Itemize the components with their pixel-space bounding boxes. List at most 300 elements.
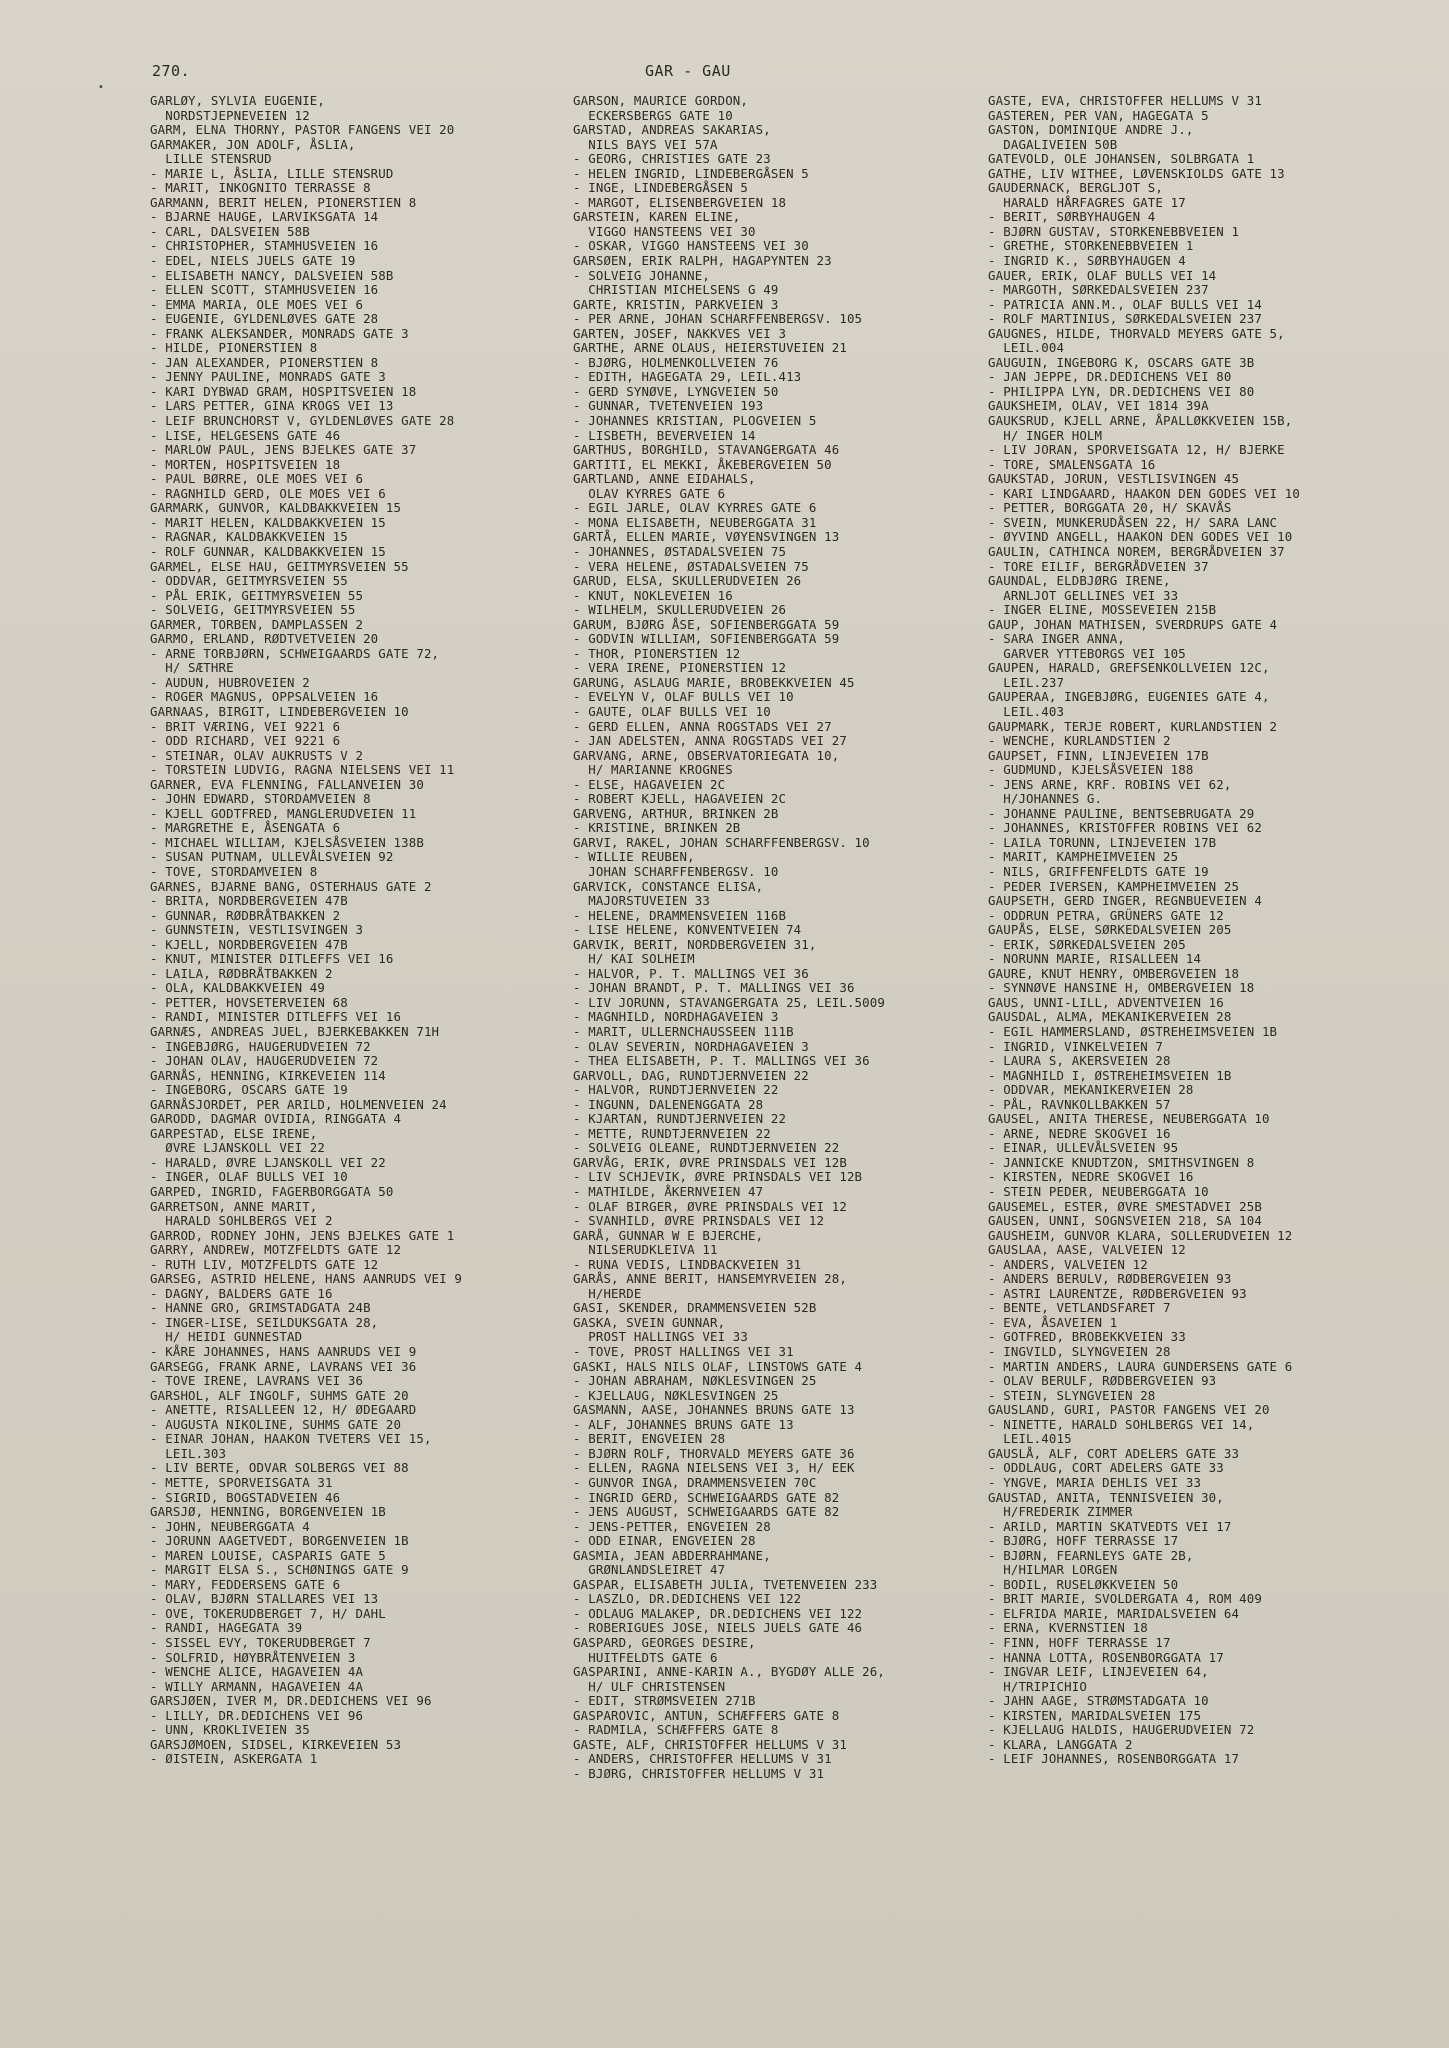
directory-entry: - GRETHE, STORKENEBBVEIEN 1 bbox=[988, 238, 1194, 254]
directory-entry: NILSERUDKLEIVA 11 bbox=[573, 1242, 718, 1258]
directory-entry: GAUSEL, ANITA THERESE, NEUBERGGATA 10 bbox=[988, 1111, 1270, 1127]
directory-entry: GARNAAS, BIRGIT, LINDEBERGVEIEN 10 bbox=[150, 703, 409, 719]
directory-entry: - KNUT, NOKLEVEIEN 16 bbox=[573, 587, 733, 603]
directory-entry: - BENTE, VETLANDSFARET 7 bbox=[988, 1300, 1171, 1316]
directory-entry: - KARI LINDGAARD, HAAKON DEN GODES VEI 10 bbox=[988, 485, 1301, 501]
directory-entry: - HANNE GRO, GRIMSTADGATA 24B bbox=[150, 1300, 371, 1316]
directory-entry: - MARGIT ELSA S., SCHØNINGS GATE 9 bbox=[150, 1562, 409, 1578]
directory-entry: GATEVOLD, OLE JOHANSEN, SOLBRGATA 1 bbox=[988, 151, 1255, 167]
directory-entry: - TOVE, STORDAMVEIEN 8 bbox=[150, 863, 318, 879]
directory-entry: - ROBERT KJELL, HAGAVEIEN 2C bbox=[573, 791, 787, 807]
directory-entry: - RAGNAR, KALDBAKKVEIEN 15 bbox=[150, 529, 348, 545]
directory-entry: - TORE EILIF, BERGRÅDVEIEN 37 bbox=[988, 558, 1209, 574]
directory-entry: - METTE, SPORVEISGATA 31 bbox=[150, 1474, 333, 1490]
directory-entry: GARSEG, ASTRID HELENE, HANS AANRUDS VEI 9 bbox=[150, 1271, 463, 1287]
directory-entry: GARTHE, ARNE OLAUS, HEIERSTUVEIEN 21 bbox=[573, 340, 847, 356]
directory-entry: GARVICK, CONSTANCE ELISA, bbox=[573, 878, 764, 894]
directory-entry: - MAGNHILD, NORDHAGAVEIEN 3 bbox=[573, 1009, 779, 1025]
directory-entry: GARSJØ, HENNING, BORGENVEIEN 1B bbox=[150, 1504, 386, 1520]
directory-entry: - INGRID K., SØRBYHAUGEN 4 bbox=[988, 253, 1186, 269]
directory-entry: - STEIN PEDER, NEUBERGGATA 10 bbox=[988, 1184, 1209, 1200]
directory-entry: - STEIN, SLYNGVEIEN 28 bbox=[988, 1387, 1156, 1403]
directory-entry: LEIL.004 bbox=[988, 340, 1065, 356]
directory-entry: - MATHILDE, ÅKERNVEIEN 47 bbox=[573, 1184, 764, 1200]
directory-entry: GARUD, ELSA, SKULLERUDVEIEN 26 bbox=[573, 573, 802, 589]
directory-entry: - LILLY, DR.DEDICHENS VEI 96 bbox=[150, 1707, 364, 1723]
directory-entry: - EDITH, HAGEGATA 29, LEIL.413 bbox=[573, 369, 802, 385]
directory-entry: H/ ULF CHRISTENSEN bbox=[573, 1678, 726, 1694]
directory-entry: VIGGO HANSTEENS VEI 30 bbox=[573, 223, 756, 239]
directory-entry: - KJARTAN, RUNDTJERNVEIEN 22 bbox=[573, 1111, 787, 1127]
directory-entry: GAUDERNACK, BERGLJOT S, bbox=[988, 180, 1164, 196]
directory-entry: GARTEN, JOSEF, NAKKVES VEI 3 bbox=[573, 325, 787, 341]
directory-entry: - SVEIN, MUNKERUDÅSEN 22, H/ SARA LANC bbox=[988, 514, 1278, 530]
directory-entry: - STEINAR, OLAV AUKRUSTS V 2 bbox=[150, 747, 364, 763]
directory-entry: - WENCHE, KURLANDSTIEN 2 bbox=[988, 733, 1171, 749]
directory-entry: GARMER, TORBEN, DAMPLASSEN 2 bbox=[150, 616, 364, 632]
directory-entry: - ANDERS BERULV, RØDBERGVEIEN 93 bbox=[988, 1271, 1232, 1287]
directory-entry: - ANDERS, CHRISTOFFER HELLUMS V 31 bbox=[573, 1751, 832, 1767]
directory-entry: - INGE, LINDEBERGÅSEN 5 bbox=[573, 180, 749, 196]
directory-entry: - MARY, FEDDERSENS GATE 6 bbox=[150, 1576, 341, 1592]
directory-entry: GASPAROVIC, ANTUN, SCHÆFFERS GATE 8 bbox=[573, 1707, 840, 1723]
directory-entry: - ELISABETH NANCY, DALSVEIEN 58B bbox=[150, 267, 394, 283]
directory-entry: - RAGNHILD GERD, OLE MOES VEI 6 bbox=[150, 485, 386, 501]
directory-entry: - OSKAR, VIGGO HANSTEENS VEI 30 bbox=[573, 238, 809, 254]
directory-entry: - BJØRN ROLF, THORVALD MEYERS GATE 36 bbox=[573, 1445, 855, 1461]
directory-entry: GASI, SKENDER, DRAMMENSVEIEN 52B bbox=[573, 1300, 817, 1316]
directory-entry: - PÅL ERIK, GEITMYRSVEIEN 55 bbox=[150, 587, 364, 603]
directory-entry: - KJELL GODTFRED, MANGLERUDVEIEN 11 bbox=[150, 805, 417, 821]
directory-entry: - JAHN AAGE, STRØMSTADGATA 10 bbox=[988, 1693, 1209, 1709]
directory-entry: - EVELYN V, OLAF BULLS VEI 10 bbox=[573, 689, 794, 705]
directory-entry: - OLAF BIRGER, ØVRE PRINSDALS VEI 12 bbox=[573, 1198, 847, 1214]
directory-entry: GAURE, KNUT HENRY, OMBERGVEIEN 18 bbox=[988, 965, 1240, 981]
directory-entry: - EVA, ÅSAVEIEN 1 bbox=[988, 1314, 1118, 1330]
directory-entry: - LARS PETTER, GINA KROGS VEI 13 bbox=[150, 398, 394, 414]
directory-entry: MAJORSTUVEIEN 33 bbox=[573, 893, 710, 909]
directory-entry: - SUSAN PUTNAM, ULLEVÅLSVEIEN 92 bbox=[150, 849, 394, 865]
directory-entry: GARM, ELNA THORNY, PASTOR FANGENS VEI 20 bbox=[150, 122, 455, 138]
directory-entry: GARVANG, ARNE, OBSERVATORIEGATA 10, bbox=[573, 747, 840, 763]
directory-entry: - KJELLAUG, NØKLESVINGEN 25 bbox=[573, 1387, 779, 1403]
directory-entry: - INGER-LISE, SEILDUKSGATA 28, bbox=[150, 1314, 379, 1330]
directory-entry: - PEDER IVERSEN, KAMPHEIMVEIEN 25 bbox=[988, 878, 1240, 894]
directory-entry: GAUGNES, HILDE, THORVALD MEYERS GATE 5, bbox=[988, 325, 1285, 341]
directory-entry: - PETTER, HOVSETERVEIEN 68 bbox=[150, 994, 348, 1010]
directory-entry: GARTÅ, ELLEN MARIE, VØYENSVINGEN 13 bbox=[573, 529, 840, 545]
directory-entry: - GERD ELLEN, ANNA ROGSTADS VEI 27 bbox=[573, 718, 832, 734]
directory-entry: - EINAR JOHAN, HAAKON TVETERS VEI 15, bbox=[150, 1431, 432, 1447]
directory-entry: GAUSTAD, ANITA, TENNISVEIEN 30, bbox=[988, 1489, 1224, 1505]
directory-entry: GARLØY, SYLVIA EUGENIE, bbox=[150, 93, 326, 108]
directory-entry: - GODVIN WILLIAM, SOFIENBERGGATA 59 bbox=[573, 631, 840, 647]
directory-entry: - HANNA LOTTA, ROSENBORGGATA 17 bbox=[988, 1649, 1224, 1665]
directory-entry: - JOHAN OLAV, HAUGERUDVEIEN 72 bbox=[150, 1053, 379, 1069]
directory-entry: GASMIA, JEAN ABDERRAHMANE, bbox=[573, 1547, 771, 1563]
directory-entry: - YNGVE, MARIA DEHLIS VEI 33 bbox=[988, 1474, 1202, 1490]
directory-entry: - JANNICKE KNUDTZON, SMITHSVINGEN 8 bbox=[988, 1154, 1255, 1170]
directory-entry: GRØNLANDSLEIRET 47 bbox=[573, 1562, 726, 1578]
directory-entry: - PHILIPPA LYN, DR.DEDICHENS VEI 80 bbox=[988, 383, 1255, 399]
directory-entry: GARMARK, GUNVOR, KALDBAKKVEIEN 15 bbox=[150, 500, 402, 516]
directory-entry: GARPED, INGRID, FAGERBORGGATA 50 bbox=[150, 1184, 394, 1200]
directory-entry: - JOHANNES KRISTIAN, PLOGVEIEN 5 bbox=[573, 413, 817, 429]
directory-entry: - KJELLAUG HALDIS, HAUGERUDVEIEN 72 bbox=[988, 1722, 1255, 1738]
directory-entry: GASKI, HALS NILS OLAF, LINSTOWS GATE 4 bbox=[573, 1358, 863, 1374]
column-right bbox=[988, 94, 1300, 1767]
directory-entry: GAUSEMEL, ESTER, ØVRE SMESTADVEI 25B bbox=[988, 1198, 1262, 1214]
directory-entry: - UNN, KROKLIVEIEN 35 bbox=[150, 1722, 310, 1738]
directory-entry: GARUNG, ASLAUG MARIE, BROBEKKVEIEN 45 bbox=[573, 674, 855, 690]
directory-entry: LEIL.403 bbox=[988, 703, 1065, 719]
directory-entry: - SOLVEIG JOHANNE, bbox=[573, 267, 710, 283]
directory-entry: GARMANN, BERIT HELEN, PIONERSTIEN 8 bbox=[150, 194, 417, 210]
directory-entry: LEIL.303 bbox=[150, 1445, 227, 1461]
directory-entry: - JORUNN AAGETVEDT, BORGENVEIEN 1B bbox=[150, 1533, 409, 1549]
directory-entry: - WENCHE ALICE, HAGAVEIEN 4A bbox=[150, 1664, 364, 1680]
directory-entry: - GUNNSTEIN, VESTLISVINGEN 3 bbox=[150, 922, 364, 938]
directory-entry: GAUPERAA, INGEBJØRG, EUGENIES GATE 4, bbox=[988, 689, 1270, 705]
directory-entry: - PÅL, RAVNKOLLBAKKEN 57 bbox=[988, 1096, 1171, 1112]
directory-entry: GARVOLL, DAG, RUNDTJERNVEIEN 22 bbox=[573, 1067, 809, 1083]
directory-entry: - NINETTE, HARALD SOHLBERGS VEI 14, bbox=[988, 1416, 1255, 1432]
directory-entry: GASKA, SVEIN GUNNAR, bbox=[573, 1314, 726, 1330]
directory-entry: - LIV SCHJEVIK, ØVRE PRINSDALS VEI 12B bbox=[573, 1169, 863, 1185]
directory-entry: GARSJØMOEN, SIDSEL, KIRKEVEIEN 53 bbox=[150, 1736, 402, 1752]
directory-entry: GASMANN, AASE, JOHANNES BRUNS GATE 13 bbox=[573, 1402, 855, 1418]
directory-entry: - WILLY ARMANN, HAGAVEIEN 4A bbox=[150, 1678, 364, 1694]
directory-entry: GAUP, JOHAN MATHISEN, SVERDRUPS GATE 4 bbox=[988, 616, 1278, 632]
directory-entry: - BRIT MARIE, SVOLDERGATA 4, ROM 409 bbox=[988, 1591, 1262, 1607]
directory-entry: - SIGRID, BOGSTADVEIEN 46 bbox=[150, 1489, 341, 1505]
directory-entry: H/ HEIDI GUNNESTAD bbox=[150, 1329, 303, 1345]
directory-entry: - WILHELM, SKULLERUDVEIEN 26 bbox=[573, 602, 787, 618]
directory-entry: - ASTRI LAURENTZE, RØDBERGVEIEN 93 bbox=[988, 1285, 1247, 1301]
directory-entry: - WILLIE REUBEN, bbox=[573, 849, 695, 865]
directory-entry: GAUER, ERIK, OLAF BULLS VEI 14 bbox=[988, 267, 1217, 283]
directory-entry: GARODD, DAGMAR OVIDIA, RINGGATA 4 bbox=[150, 1111, 402, 1127]
directory-entry: - KIRSTEN, NEDRE SKOGVEI 16 bbox=[988, 1169, 1194, 1185]
directory-entry: - ERIK, SØRKEDALSVEIEN 205 bbox=[988, 936, 1186, 952]
column-middle bbox=[573, 94, 885, 1781]
directory-entry: - ROLF MARTINIUS, SØRKEDALSVEIEN 237 bbox=[988, 311, 1262, 327]
page-range-header: GAR - GAU bbox=[645, 62, 731, 80]
directory-entry: - EGIL JARLE, OLAV KYRRES GATE 6 bbox=[573, 500, 817, 516]
directory-entry: - OLAV BERULF, RØDBERGVEIEN 93 bbox=[988, 1373, 1217, 1389]
directory-entry: - LAILA TORUNN, LINJEVEIEN 17B bbox=[988, 834, 1217, 850]
directory-entry: - ODDVAR, MEKANIKERVEIEN 28 bbox=[988, 1082, 1194, 1098]
directory-entry: GARSØEN, ERIK RALPH, HAGAPYNTEN 23 bbox=[573, 253, 832, 269]
directory-entry: H/JOHANNES G. bbox=[988, 791, 1103, 807]
directory-entry: - GUNVOR INGA, DRAMMENSVEIEN 70C bbox=[573, 1474, 817, 1490]
directory-entry: - ELLEN SCOTT, STAMHUSVEIEN 16 bbox=[150, 282, 379, 298]
directory-entry: - ERNA, KVERNSTIEN 18 bbox=[988, 1620, 1148, 1636]
directory-entry: - BRITA, NORDBERGVEIEN 47B bbox=[150, 893, 348, 909]
directory-entry: GARÅ, GUNNAR W E BJERCHE, bbox=[573, 1227, 764, 1243]
directory-entry: - BJØRG, HOFF TERRASSE 17 bbox=[988, 1533, 1179, 1549]
directory-entry: - LEIF JOHANNES, ROSENBORGGATA 17 bbox=[988, 1751, 1240, 1767]
directory-entry: - MICHAEL WILLIAM, KJELSÅSVEIEN 138B bbox=[150, 834, 424, 850]
directory-entry: GASPARINI, ANNE-KARIN A., BYGDØY ALLE 26, bbox=[573, 1664, 886, 1680]
directory-entry: - VERA IRENE, PIONERSTIEN 12 bbox=[573, 660, 787, 676]
directory-entry: GARVENG, ARTHUR, BRINKEN 2B bbox=[573, 805, 779, 821]
directory-entry: - TOVE, PROST HALLINGS VEI 31 bbox=[573, 1344, 794, 1360]
directory-entry: GARSJØEN, IVER M, DR.DEDICHENS VEI 96 bbox=[150, 1693, 432, 1709]
directory-entry: - INGRID GERD, SCHWEIGAARDS GATE 82 bbox=[573, 1489, 840, 1505]
directory-entry: HUITFELDTS GATE 6 bbox=[573, 1649, 718, 1665]
directory-entry: - SOLVEIG OLEANE, RUNDTJERNVEIEN 22 bbox=[573, 1140, 840, 1156]
directory-entry: - ODDVAR, GEITMYRSVEIEN 55 bbox=[150, 573, 348, 589]
directory-entry: - THEA ELISABETH, P. T. MALLINGS VEI 36 bbox=[573, 1053, 870, 1069]
directory-entry: - BJØRG, HOLMENKOLLVEIEN 76 bbox=[573, 354, 779, 370]
directory-entry: - ØYVIND ANGELL, HAAKON DEN GODES VEI 10 bbox=[988, 529, 1293, 545]
directory-entry: GASTON, DOMINIQUE ANDRE J., bbox=[988, 122, 1194, 138]
directory-entry: GASPARD, GEORGES DESIRE, bbox=[573, 1634, 756, 1650]
directory-entry: - SVANHILD, ØVRE PRINSDALS VEI 12 bbox=[573, 1213, 825, 1229]
directory-entry: - LIV JORAN, SPORVEISGATA 12, H/ BJERKE bbox=[988, 442, 1285, 458]
directory-entry: - LIV BERTE, ODVAR SOLBERGS VEI 88 bbox=[150, 1460, 409, 1476]
directory-entry: LEIL.4015 bbox=[988, 1431, 1072, 1447]
directory-entry: - KNUT, MINISTER DITLEFFS VEI 16 bbox=[150, 951, 394, 967]
directory-entry: - HALVOR, P. T. MALLINGS VEI 36 bbox=[573, 965, 809, 981]
directory-entry: HARALD HÅRFAGRES GATE 17 bbox=[988, 194, 1186, 210]
directory-entry: GAUGUIN, INGEBORG K, OSCARS GATE 3B bbox=[988, 354, 1255, 370]
directory-entry: GASTEREN, PER VAN, HAGEGATA 5 bbox=[988, 107, 1209, 123]
directory-entry: - JOHAN ABRAHAM, NØKLESVINGEN 25 bbox=[573, 1373, 817, 1389]
directory-entry: - ANDERS, VALVEIEN 12 bbox=[988, 1256, 1148, 1272]
directory-entry: - ROLF GUNNAR, KALDBAKKVEIEN 15 bbox=[150, 543, 386, 559]
directory-entry: - JAN ALEXANDER, PIONERSTIEN 8 bbox=[150, 354, 379, 370]
directory-entry: - ELFRIDA MARIE, MARIDALSVEIEN 64 bbox=[988, 1605, 1240, 1621]
directory-entry: GAUSLAND, GURI, PASTOR FANGENS VEI 20 bbox=[988, 1402, 1270, 1418]
directory-entry: JOHAN SCHARFFENBERGSV. 10 bbox=[573, 863, 779, 879]
directory-entry: - JOHN, NEUBERGGATA 4 bbox=[150, 1518, 310, 1534]
directory-entry: - INGER ELINE, MOSSEVEIEN 215B bbox=[988, 602, 1217, 618]
directory-entry: - INGVAR LEIF, LINJEVEIEN 64, bbox=[988, 1664, 1209, 1680]
directory-entry: GASTE, EVA, CHRISTOFFER HELLUMS V 31 bbox=[988, 93, 1262, 108]
directory-entry: - JENS ARNE, KRF. ROBINS VEI 62, bbox=[988, 776, 1232, 792]
directory-entry: - ELSE, HAGAVEIEN 2C bbox=[573, 776, 726, 792]
directory-entry: PROST HALLINGS VEI 33 bbox=[573, 1329, 749, 1345]
directory-entry: LEIL.237 bbox=[988, 674, 1065, 690]
directory-entry: - KJELL, NORDBERGVEIEN 47B bbox=[150, 936, 348, 952]
directory-entry: - BRIT VÆRING, VEI 9221 6 bbox=[150, 718, 341, 734]
directory-entry: - ODDRUN PETRA, GRÜNERS GATE 12 bbox=[988, 907, 1224, 923]
directory-entry: - KÅRE JOHANNES, HANS AANRUDS VEI 9 bbox=[150, 1344, 417, 1360]
directory-entry: H/ SÆTHRE bbox=[150, 660, 234, 676]
directory-entry: - MORTEN, HOSPITSVEIEN 18 bbox=[150, 456, 341, 472]
directory-entry: GAUSHEIM, GUNVOR KLARA, SOLLERUDVEIEN 12 bbox=[988, 1227, 1293, 1243]
directory-entry: - TORE, SMALENSGATA 16 bbox=[988, 456, 1156, 472]
directory-entry: - JENNY PAULINE, MONRADS GATE 3 bbox=[150, 369, 386, 385]
directory-entry: - BERIT, ENGVEIEN 28 bbox=[573, 1431, 726, 1447]
directory-entry: - SARA INGER ANNA, bbox=[988, 631, 1125, 647]
directory-entry: GAUS, UNNI-LILL, ADVENTVEIEN 16 bbox=[988, 994, 1224, 1010]
margin-mark: • bbox=[98, 82, 104, 93]
directory-entry: - EGIL HAMMERSLAND, ØSTREHEIMSVEIEN 1B bbox=[988, 1024, 1278, 1039]
directory-entry: - PER ARNE, JOHAN SCHARFFENBERGSV. 105 bbox=[573, 311, 863, 327]
directory-entry: - JOHN EDWARD, STORDAMVEIEN 8 bbox=[150, 791, 371, 807]
directory-entry: - HELENE, DRAMMENSVEIEN 116B bbox=[573, 907, 787, 923]
directory-entry: - RADMILA, SCHÆFFERS GATE 8 bbox=[573, 1722, 779, 1738]
directory-entry: - RUNA VEDIS, LINDBACKVEIEN 31 bbox=[573, 1256, 802, 1272]
directory-entry: - INGRID, VINKELVEIEN 7 bbox=[988, 1038, 1164, 1054]
directory-entry: H/TRIPICHIO bbox=[988, 1678, 1087, 1694]
directory-entry: - DAGNY, BALDERS GATE 16 bbox=[150, 1285, 333, 1301]
directory-entry: - MARGOT, ELISENBERGVEIEN 18 bbox=[573, 194, 787, 210]
directory-entry: - FINN, HOFF TERRASSE 17 bbox=[988, 1634, 1171, 1650]
directory-entry: - HALVOR, RUNDTJERNVEIEN 22 bbox=[573, 1082, 779, 1098]
directory-entry: - SOLVEIG, GEITMYRSVEIEN 55 bbox=[150, 602, 356, 618]
directory-entry: GARMO, ERLAND, RØDTVETVEIEN 20 bbox=[150, 631, 379, 647]
directory-entry: - GUNNAR, RØDBRÅTBAKKEN 2 bbox=[150, 907, 341, 923]
directory-entry: - JOHANNES, KRISTOFFER ROBINS VEI 62 bbox=[988, 820, 1262, 836]
directory-entry: NILS BAYS VEI 57A bbox=[573, 136, 718, 152]
directory-entry: GARNES, BJARNE BANG, OSTERHAUS GATE 2 bbox=[150, 878, 432, 894]
directory-entry: H/ MARIANNE KROGNES bbox=[573, 762, 733, 778]
directory-entry: - SISSEL EVY, TOKERUDBERGET 7 bbox=[150, 1634, 371, 1650]
directory-entry: GAUSLÅ, ALF, CORT ADELERS GATE 33 bbox=[988, 1445, 1240, 1461]
directory-entry: - AUGUSTA NIKOLINE, SUHMS GATE 20 bbox=[150, 1416, 402, 1432]
directory-entry: GARÅS, ANNE BERIT, HANSEMYRVEIEN 28, bbox=[573, 1271, 847, 1287]
directory-entry: - BJARNE HAUGE, LARVIKSGATA 14 bbox=[150, 209, 379, 225]
directory-entry: - MARIT, INKOGNITO TERRASSE 8 bbox=[150, 180, 371, 196]
directory-entry: - ODLAUG MALAKEP, DR.DEDICHENS VEI 122 bbox=[573, 1605, 863, 1621]
directory-entry: - JAN ADELSTEN, ANNA ROGSTADS VEI 27 bbox=[573, 733, 847, 749]
directory-entry: GARVÅG, ERIK, ØVRE PRINSDALS VEI 12B bbox=[573, 1154, 847, 1170]
directory-entry: - EMMA MARIA, OLE MOES VEI 6 bbox=[150, 296, 364, 312]
directory-entry: - GERD SYNØVE, LYNGVEIEN 50 bbox=[573, 383, 779, 399]
directory-entry: - BJØRN, FEARNLEYS GATE 2B, bbox=[988, 1547, 1194, 1563]
directory-entry: - PETTER, BORGGATA 20, H/ SKAVÅS bbox=[988, 500, 1232, 516]
directory-entry: - SOLFRID, HØYBRÅTENVEIEN 3 bbox=[150, 1649, 356, 1665]
directory-entry: GAUKSTAD, JORUN, VESTLISVINGEN 45 bbox=[988, 471, 1240, 487]
directory-entry: GARRETSON, ANNE MARIT, bbox=[150, 1198, 318, 1214]
directory-entry: - PAUL BØRRE, OLE MOES VEI 6 bbox=[150, 471, 364, 487]
directory-entry: - ROBERIGUES JOSE, NIELS JUELS GATE 46 bbox=[573, 1620, 863, 1636]
directory-entry: GARSHOL, ALF INGOLF, SUHMS GATE 20 bbox=[150, 1387, 409, 1403]
directory-entry: - LAURA S, AKERSVEIEN 28 bbox=[988, 1053, 1171, 1069]
directory-entry: - OLAV SEVERIN, NORDHAGAVEIEN 3 bbox=[573, 1038, 809, 1054]
directory-entry: DAGALIVEIEN 50B bbox=[988, 136, 1118, 152]
directory-entry: - JENS AUGUST, SCHWEIGAARDS GATE 82 bbox=[573, 1504, 840, 1520]
directory-entry: - ODDLAUG, CORT ADELERS GATE 33 bbox=[988, 1460, 1224, 1476]
directory-entry: GARMAKER, JON ADOLF, ÅSLIA, bbox=[150, 136, 356, 152]
directory-entry: GAUSDAL, ALMA, MEKANIKERVEIEN 28 bbox=[988, 1009, 1232, 1025]
directory-entry: - KLARA, LANGGATA 2 bbox=[988, 1736, 1133, 1752]
directory-entry: - INGEBJØRG, HAUGERUDVEIEN 72 bbox=[150, 1038, 371, 1054]
directory-entry: - BERIT, SØRBYHAUGEN 4 bbox=[988, 209, 1156, 225]
directory-entry: - JAN JEPPE, DR.DEDICHENS VEI 80 bbox=[988, 369, 1232, 385]
directory-entry: GARNÅSJORDET, PER ARILD, HOLMENVEIEN 24 bbox=[150, 1096, 447, 1112]
directory-entry: - RUTH LIV, MOTZFELDTS GATE 12 bbox=[150, 1256, 379, 1272]
directory-entry: OLAV KYRRES GATE 6 bbox=[573, 485, 726, 501]
directory-entry: GAUSLAA, AASE, VALVEIEN 12 bbox=[988, 1242, 1186, 1258]
directory-entry: - BJØRN GUSTAV, STORKENEBBVEIEN 1 bbox=[988, 223, 1240, 239]
directory-entry: - JOHAN BRANDT, P. T. MALLINGS VEI 36 bbox=[573, 980, 855, 996]
directory-entry: H/ KAI SOLHEIM bbox=[573, 951, 695, 967]
directory-entry: - MAGNHILD I, ØSTREHEIMSVEIEN 1B bbox=[988, 1067, 1232, 1083]
directory-entry: - RANDI, MINISTER DITLEFFS VEI 16 bbox=[150, 1009, 402, 1025]
directory-entry: GATHE, LIV WITHEE, LØVENSKIOLDS GATE 13 bbox=[988, 165, 1285, 181]
directory-entry: GAUNDAL, ELDBJØRG IRENE, bbox=[988, 573, 1171, 589]
directory-entry: - MARLOW PAUL, JENS BJELKES GATE 37 bbox=[150, 442, 417, 458]
directory-entry: - MARIT HELEN, KALDBAKKVEIEN 15 bbox=[150, 514, 386, 530]
directory-entry: - INGEBORG, OSCARS GATE 19 bbox=[150, 1082, 348, 1098]
directory-entry: - ODD EINAR, ENGVEIEN 28 bbox=[573, 1533, 756, 1549]
directory-entry: GAUSEN, UNNI, SOGNSVEIEN 218, SA 104 bbox=[988, 1213, 1262, 1229]
directory-entry: GARRY, ANDREW, MOTZFELDTS GATE 12 bbox=[150, 1242, 402, 1258]
directory-entry: - RANDI, HAGEGATA 39 bbox=[150, 1620, 303, 1636]
directory-entry: - OVE, TOKERUDBERGET 7, H/ DAHL bbox=[150, 1605, 386, 1621]
directory-entry: H/HILMAR LORGEN bbox=[988, 1562, 1118, 1578]
directory-entry: GARNÅS, HENNING, KIRKEVEIEN 114 bbox=[150, 1067, 386, 1083]
directory-entry: - ODD RICHARD, VEI 9221 6 bbox=[150, 733, 341, 749]
directory-entry: H/ INGER HOLM bbox=[988, 427, 1103, 443]
directory-entry: GAUPSETH, GERD INGER, REGNBUEVEIEN 4 bbox=[988, 893, 1262, 909]
directory-entry: - MAREN LOUISE, CASPARIS GATE 5 bbox=[150, 1547, 386, 1563]
directory-entry: - LAILA, RØDBRÅTBAKKEN 2 bbox=[150, 965, 333, 981]
directory-entry: - KRISTINE, BRINKEN 2B bbox=[573, 820, 741, 836]
directory-entry: - SYNNØVE HANSINE H, OMBERGVEIEN 18 bbox=[988, 980, 1255, 996]
directory-entry: GARMEL, ELSE HAU, GEITMYRSVEIEN 55 bbox=[150, 558, 409, 574]
directory-entry: - ARILD, MARTIN SKATVEDTS VEI 17 bbox=[988, 1518, 1232, 1534]
directory-entry: - KARI DYBWAD GRAM, HOSPITSVEIEN 18 bbox=[150, 383, 417, 399]
directory-entry: - EUGENIE, GYLDENLØVES GATE 28 bbox=[150, 311, 379, 327]
directory-entry: - MARTIN ANDERS, LAURA GUNDERSENS GATE 6 bbox=[988, 1358, 1293, 1374]
directory-entry: - PATRICIA ANN.M., OLAF BULLS VEI 14 bbox=[988, 296, 1262, 312]
directory-entry: - GAUTE, OLAF BULLS VEI 10 bbox=[573, 703, 771, 719]
directory-entry: GASPAR, ELISABETH JULIA, TVETENVEIEN 233 bbox=[573, 1576, 878, 1592]
directory-entry: - EDEL, NIELS JUELS GATE 19 bbox=[150, 253, 356, 269]
directory-entry: GARNER, EVA FLENNING, FALLANVEIEN 30 bbox=[150, 776, 424, 792]
directory-entry: - FRANK ALEKSANDER, MONRADS GATE 3 bbox=[150, 325, 409, 341]
directory-entry: - HELEN INGRID, LINDEBERGÅSEN 5 bbox=[573, 165, 809, 181]
directory-entry: - EINAR, ULLEVÅLSVEIEN 95 bbox=[988, 1140, 1179, 1156]
directory-entry: GARPESTAD, ELSE IRENE, bbox=[150, 1125, 318, 1141]
page-number: 270. bbox=[152, 62, 191, 80]
directory-entry: - CARL, DALSVEIEN 58B bbox=[150, 223, 310, 239]
directory-entry: - JOHANNES, ØSTADALSVEIEN 75 bbox=[573, 543, 787, 559]
directory-entry: - HILDE, PIONERSTIEN 8 bbox=[150, 340, 318, 356]
directory-entry: GARTHUS, BORGHILD, STAVANGERGATA 46 bbox=[573, 442, 840, 458]
directory-entry: - GUDMUND, KJELSÅSVEIEN 188 bbox=[988, 762, 1194, 778]
directory-entry: - ANETTE, RISALLEEN 12, H/ ØDEGAARD bbox=[150, 1402, 417, 1418]
directory-entry: - LIV JORUNN, STAVANGERGATA 25, LEIL.5009 bbox=[573, 994, 886, 1010]
directory-entry: - MARIT, KAMPHEIMVEIEN 25 bbox=[988, 849, 1179, 865]
directory-entry: - LISE, HELGESENS GATE 46 bbox=[150, 427, 341, 443]
directory-entry: - MARGOTH, SØRKEDALSVEIEN 237 bbox=[988, 282, 1209, 298]
directory-entry: - VERA HELENE, ØSTADALSVEIEN 75 bbox=[573, 558, 809, 574]
directory-entry: - INGUNN, DALENENGGATA 28 bbox=[573, 1096, 764, 1112]
directory-entry: - ARNE, NEDRE SKOGVEI 16 bbox=[988, 1125, 1171, 1141]
column-left bbox=[150, 94, 462, 1767]
directory-entry: NORDSTJEPNEVEIEN 12 bbox=[150, 107, 310, 123]
directory-entry: CHRISTIAN MICHELSENS G 49 bbox=[573, 282, 779, 298]
directory-entry: - GEORG, CHRISTIES GATE 23 bbox=[573, 151, 771, 167]
directory-entry: - MONA ELISABETH, NEUBERGGATA 31 bbox=[573, 514, 817, 530]
directory-entry: - BODIL, RUSELØKKVEIEN 50 bbox=[988, 1576, 1179, 1592]
directory-entry: - HARALD, ØVRE LJANSKOLL VEI 22 bbox=[150, 1154, 386, 1170]
directory-entry: ARNLJOT GELLINES VEI 33 bbox=[988, 587, 1179, 603]
directory-entry: H/HERDE bbox=[573, 1285, 642, 1301]
directory-entry: - NORUNN MARIE, RISALLEEN 14 bbox=[988, 951, 1202, 967]
directory-entry: GARTE, KRISTIN, PARKVEIEN 3 bbox=[573, 296, 779, 312]
directory-entry: - JENS-PETTER, ENGVEIEN 28 bbox=[573, 1518, 771, 1534]
directory-entry: - AUDUN, HUBROVEIEN 2 bbox=[150, 674, 310, 690]
directory-entry: GAUPEN, HARALD, GREFSENKOLLVEIEN 12C, bbox=[988, 660, 1270, 676]
